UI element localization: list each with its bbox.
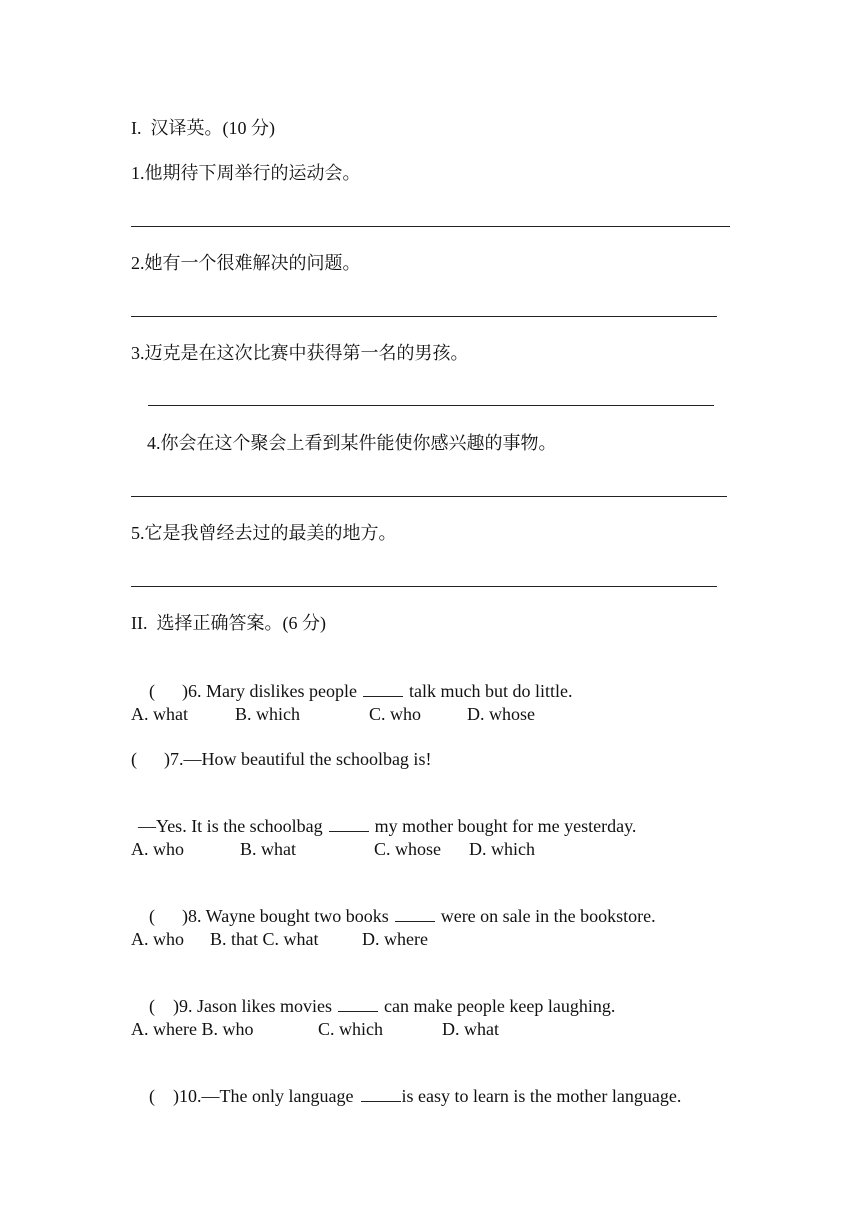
- question-9-blank[interactable]: [338, 997, 378, 1012]
- question-8-option-bc[interactable]: B. that C. what: [210, 929, 319, 949]
- question-7-text-after: my mother bought for me yesterday.: [374, 816, 637, 836]
- answer-line-2[interactable]: [131, 316, 717, 317]
- question-7-option-b[interactable]: B. what: [240, 839, 296, 859]
- question-8-blank[interactable]: [395, 907, 435, 922]
- question-9-option-c[interactable]: C. which: [318, 1019, 383, 1039]
- section2-heading: II. 选择正确答案。(6 分): [131, 613, 326, 633]
- question-8-text-before: ( )8. Wayne bought two books: [149, 906, 389, 926]
- translation-item-2: 2.她有一个很难解决的问题。: [131, 253, 361, 273]
- question-8-text-after: were on sale in the bookstore.: [440, 906, 656, 926]
- question-6-option-c[interactable]: C. who: [369, 704, 422, 724]
- question-6-text-after: talk much but do little.: [408, 681, 573, 701]
- translation-item-1: 1.他期待下周举行的运动会。: [131, 163, 361, 183]
- question-6-blank[interactable]: [363, 682, 403, 697]
- question-7-option-a[interactable]: A. who: [131, 839, 184, 859]
- question-6-option-d[interactable]: D. whose: [467, 704, 535, 724]
- translation-item-4: 4.你会在这个聚会上看到某件能使你感兴趣的事物。: [147, 433, 557, 453]
- question-9-option-d[interactable]: D. what: [442, 1019, 499, 1039]
- answer-line-1[interactable]: [131, 226, 730, 227]
- answer-line-4[interactable]: [131, 496, 727, 497]
- question-7-text-before: —Yes. It is the schoolbag: [138, 816, 323, 836]
- question-9-text-after: can make people keep laughing.: [383, 996, 616, 1016]
- section1-heading: I. 汉译英。(10 分): [131, 118, 275, 138]
- question-10-text-before: ( )10.—The only language: [149, 1086, 354, 1106]
- question-7-option-d[interactable]: D. which: [469, 839, 535, 859]
- answer-line-3[interactable]: [148, 405, 714, 406]
- answer-line-5[interactable]: [131, 586, 717, 587]
- question-6-option-a[interactable]: A. what: [131, 704, 188, 724]
- question-9-option-ab[interactable]: A. where B. who: [131, 1019, 254, 1039]
- question-10-text-after: is easy to learn is the mother language.: [401, 1086, 682, 1106]
- question-7-option-c[interactable]: C. whose: [374, 839, 441, 859]
- question-8-option-d[interactable]: D. where: [362, 929, 428, 949]
- question-6-text-before: ( )6. Mary dislikes people: [149, 681, 357, 701]
- translation-item-3: 3.迈克是在这次比赛中获得第一名的男孩。: [131, 343, 469, 363]
- question-8-option-a[interactable]: A. who: [131, 929, 184, 949]
- question-9-text-before: ( )9. Jason likes movies: [149, 996, 332, 1016]
- question-7-blank[interactable]: [329, 817, 369, 832]
- question-10: [131, 1063, 681, 1129]
- question-10-blank[interactable]: [361, 1087, 401, 1102]
- question-6-option-b[interactable]: B. which: [235, 704, 300, 724]
- question-7-line1: ( )7.—How beautiful the schoolbag is!: [131, 749, 432, 769]
- translation-item-5: 5.它是我曾经去过的最美的地方。: [131, 523, 397, 543]
